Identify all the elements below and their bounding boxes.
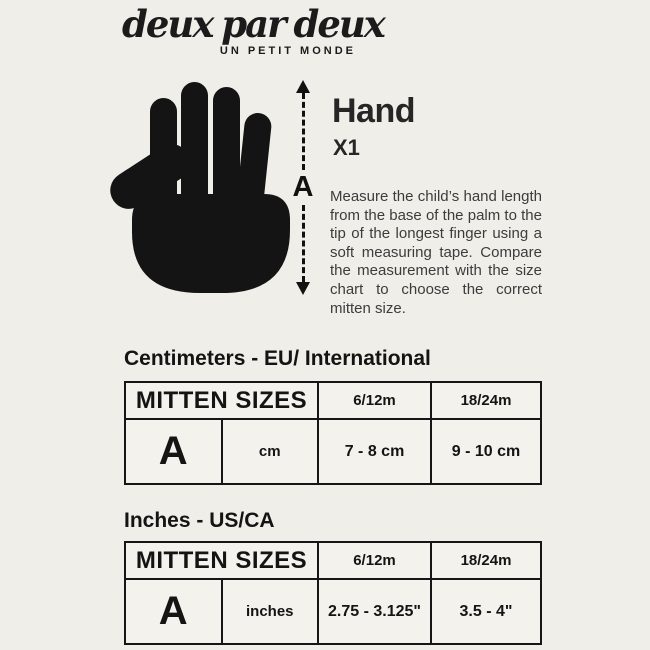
size-column-header: 6/12m [318,382,431,419]
measure-arrow-icon [288,80,318,295]
unit-cell: inches [222,579,319,644]
measurement-cell: 3.5 - 4" [431,579,541,644]
measurement-cell: 9 - 10 cm [431,419,541,484]
arrow-up-icon [296,80,310,93]
size-column-header: 18/24m [431,382,541,419]
hand-silhouette-icon [110,80,295,295]
size-table-inches [124,541,542,645]
brand-logo: deux par deux [122,2,384,46]
size-column-header: 18/24m [431,542,541,579]
dimension-label: A [292,171,314,203]
table-data-row [125,419,541,484]
brand-tagline: UN PETIT MONDE [219,45,356,57]
dimension-cell: A [125,579,222,644]
dimension-cell: A [125,419,222,484]
figure-heading: Hand [332,92,415,130]
measurement-cell: 2.75 - 3.125" [318,579,431,644]
table-header-row [125,542,541,579]
size-column-header: 6/12m [318,542,431,579]
table-title-cell: MITTEN SIZES [125,382,318,419]
arrow-down-icon [296,282,310,295]
measuring-instructions: Measure the child’s hand length from the base of the palm to the tip of the longest finger using a soft measuring tape. Compare the measurement with the size chart to choose the correct mitten size. [330,188,542,317]
table-title-cell: MITTEN SIZES [125,542,318,579]
section-title-centimeters: Centimeters - EU/ International [124,347,431,370]
section-title-inches: Inches - US/CA [124,509,275,532]
measurement-cell: 7 - 8 cm [318,419,431,484]
dashed-line [302,93,305,170]
table-header-row [125,382,541,419]
size-table-centimeters [124,381,542,485]
figure-quantity: X1 [333,135,360,160]
unit-cell: cm [222,419,319,484]
dashed-line [302,205,305,282]
table-data-row [125,579,541,644]
